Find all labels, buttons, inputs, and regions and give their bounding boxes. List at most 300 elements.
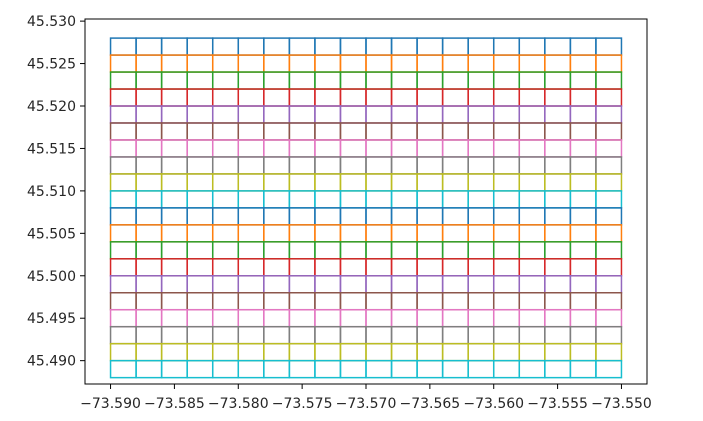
grid-cell: [187, 106, 213, 123]
grid-cell: [366, 191, 392, 208]
x-tick-label: −73.560: [463, 396, 525, 412]
grid-cell: [264, 327, 290, 344]
grid-cell: [213, 225, 239, 242]
grid-cell: [340, 140, 366, 157]
grid-cell: [162, 361, 188, 378]
grid-cell: [545, 361, 571, 378]
grid-cell: [494, 361, 520, 378]
grid-cell: [443, 293, 469, 310]
grid-cell: [213, 106, 239, 123]
grid-cell: [136, 276, 162, 293]
grid-cell: [596, 361, 622, 378]
grid-cell: [340, 55, 366, 72]
grid-cell: [289, 123, 315, 140]
grid-cell: [468, 225, 494, 242]
grid-cell: [366, 174, 392, 191]
grid-cell: [289, 174, 315, 191]
grid-cell: [443, 276, 469, 293]
grid-cell: [162, 293, 188, 310]
grid-cell: [519, 72, 545, 89]
grid-cell: [570, 259, 596, 276]
grid-cell: [213, 310, 239, 327]
grid-cell: [340, 174, 366, 191]
grid-cell: [238, 242, 264, 259]
grid-cell: [570, 106, 596, 123]
grid-cell: [494, 259, 520, 276]
grid-cell: [187, 38, 213, 55]
grid-row-5: [111, 106, 622, 123]
grid-cell: [468, 327, 494, 344]
grid-cell: [392, 38, 418, 55]
grid-cell: [340, 123, 366, 140]
grid-cell: [264, 174, 290, 191]
grid-cell: [596, 174, 622, 191]
grid-cell: [111, 191, 137, 208]
grid-cell: [264, 191, 290, 208]
grid-cell: [570, 361, 596, 378]
grid-cell: [468, 361, 494, 378]
grid-cell: [340, 344, 366, 361]
grid-cell: [417, 310, 443, 327]
grid-cell: [596, 72, 622, 89]
grid-cell: [315, 174, 341, 191]
grid-cell: [289, 276, 315, 293]
grid-cell: [494, 140, 520, 157]
grid-cell: [596, 140, 622, 157]
grid-cell: [162, 72, 188, 89]
grid-row-19: [111, 344, 622, 361]
grid-cell: [315, 72, 341, 89]
grid-cell: [468, 123, 494, 140]
grid-row-17: [111, 310, 622, 327]
grid-cell: [519, 327, 545, 344]
grid-cell: [417, 89, 443, 106]
grid-cell: [596, 293, 622, 310]
grid-cell: [443, 191, 469, 208]
grid-cell: [570, 242, 596, 259]
grid-cell: [468, 344, 494, 361]
grid-cell: [417, 191, 443, 208]
grid-cell: [392, 344, 418, 361]
grid-cell: [417, 208, 443, 225]
grid-cell: [494, 123, 520, 140]
grid-cell: [417, 123, 443, 140]
grid-cell: [443, 72, 469, 89]
grid-row-4: [111, 89, 622, 106]
grid-cell: [315, 38, 341, 55]
grid-cell: [417, 327, 443, 344]
grid-cell: [417, 361, 443, 378]
grid-cell: [545, 38, 571, 55]
grid-cell: [136, 361, 162, 378]
grid-cell: [596, 242, 622, 259]
grid-cell: [468, 310, 494, 327]
y-tick-label: 45.530: [27, 14, 76, 31]
grid-cell: [570, 140, 596, 157]
grid-cell: [545, 259, 571, 276]
grid-row-18: [111, 327, 622, 344]
grid-cell: [238, 208, 264, 225]
grid-cell: [417, 55, 443, 72]
grid-row-15: [111, 276, 622, 293]
grid-cell: [136, 208, 162, 225]
grid-cell: [417, 259, 443, 276]
grid-cell: [187, 225, 213, 242]
grid-cell: [289, 208, 315, 225]
grid-cell: [570, 276, 596, 293]
grid-cell: [264, 276, 290, 293]
grid-cell: [187, 174, 213, 191]
grid-cell: [443, 89, 469, 106]
grid-cell: [187, 208, 213, 225]
y-tick-label: 45.495: [27, 311, 76, 328]
grid-cell: [111, 242, 137, 259]
grid-cell: [264, 89, 290, 106]
grid-cell: [315, 89, 341, 106]
grid-cell: [519, 344, 545, 361]
grid-cell: [136, 259, 162, 276]
grid-cell: [187, 327, 213, 344]
grid-cell: [340, 242, 366, 259]
grid-cell: [340, 191, 366, 208]
grid-row-9: [111, 174, 622, 191]
grid-cell: [162, 225, 188, 242]
grid-cell: [238, 276, 264, 293]
grid-cell: [443, 310, 469, 327]
grid-cell: [443, 140, 469, 157]
grid-cell: [187, 259, 213, 276]
grid-cell: [315, 293, 341, 310]
grid-cell: [392, 242, 418, 259]
grid-cell: [289, 259, 315, 276]
grid-row-6: [111, 123, 622, 140]
grid-cell: [187, 293, 213, 310]
grid-cell: [468, 140, 494, 157]
grid-cell: [340, 276, 366, 293]
grid-cell: [468, 89, 494, 106]
grid-cell: [519, 259, 545, 276]
grid-cell: [545, 276, 571, 293]
grid-cell: [111, 293, 137, 310]
grid-cell: [187, 72, 213, 89]
grid-cell: [315, 191, 341, 208]
grid-cell: [545, 106, 571, 123]
grid-cell: [545, 123, 571, 140]
grid-cell: [519, 174, 545, 191]
x-tick-label: −73.550: [591, 396, 652, 412]
grid-cell: [443, 157, 469, 174]
grid-cell: [289, 327, 315, 344]
grid-cell: [417, 174, 443, 191]
grid-cell: [519, 55, 545, 72]
grid-row-10: [111, 191, 622, 208]
grid-cell: [315, 276, 341, 293]
grid-cell: [136, 327, 162, 344]
grid-cell: [111, 259, 137, 276]
grid-cell: [111, 89, 137, 106]
grid-cell: [417, 276, 443, 293]
grid-cell: [187, 276, 213, 293]
grid-row-11: [111, 208, 622, 225]
x-tick-label: −73.570: [335, 396, 397, 412]
grid-cell: [315, 361, 341, 378]
grid-cell: [443, 174, 469, 191]
grid-cell: [162, 106, 188, 123]
grid-cell: [162, 174, 188, 191]
grid-cell: [519, 225, 545, 242]
grid-cell: [162, 157, 188, 174]
grid-cell: [111, 55, 137, 72]
grid-cell: [392, 174, 418, 191]
grid-cell: [494, 310, 520, 327]
grid-cell: [468, 106, 494, 123]
grid-cell: [596, 344, 622, 361]
grid-cell: [111, 38, 137, 55]
grid-cell: [213, 38, 239, 55]
grid-cell: [264, 344, 290, 361]
grid-cell: [213, 344, 239, 361]
grid-cell: [596, 259, 622, 276]
grid-cell: [570, 225, 596, 242]
grid-cell: [417, 344, 443, 361]
grid-cell: [545, 344, 571, 361]
grid-cell: [289, 225, 315, 242]
grid-cell: [366, 344, 392, 361]
grid-cell: [443, 38, 469, 55]
grid-cell: [392, 157, 418, 174]
grid-cell: [596, 55, 622, 72]
grid-cell: [443, 259, 469, 276]
grid-cell: [468, 191, 494, 208]
grid-cell: [545, 140, 571, 157]
grid-cell: [596, 276, 622, 293]
grid-cell: [238, 327, 264, 344]
grid-cell: [494, 344, 520, 361]
grid-cell: [570, 208, 596, 225]
y-tick-label: 45.525: [27, 56, 76, 73]
grid-cell: [162, 344, 188, 361]
grid-cell: [264, 208, 290, 225]
grid-cell: [519, 123, 545, 140]
grid-cell: [238, 55, 264, 72]
grid-cell: [596, 208, 622, 225]
grid-cell: [468, 38, 494, 55]
grid-cell: [315, 259, 341, 276]
grid-cell: [238, 174, 264, 191]
grid-cell: [494, 157, 520, 174]
grid-cell: [366, 293, 392, 310]
grid-cell: [494, 55, 520, 72]
grid-row-14: [111, 259, 622, 276]
grid-cell: [136, 89, 162, 106]
grid-row-12: [111, 225, 622, 242]
grid-cell: [494, 327, 520, 344]
grid-cell: [136, 38, 162, 55]
grid-cell: [494, 106, 520, 123]
grid-cell: [238, 106, 264, 123]
grid-cell: [494, 208, 520, 225]
grid-cell: [340, 293, 366, 310]
grid-cell: [366, 38, 392, 55]
grid-cell: [519, 191, 545, 208]
grid-cell: [162, 242, 188, 259]
grid-row-2: [111, 55, 622, 72]
grid-cell: [519, 140, 545, 157]
grid-cell: [468, 242, 494, 259]
grid-cell: [136, 140, 162, 157]
grid-cell: [289, 157, 315, 174]
grid-cell: [162, 327, 188, 344]
grid-cell: [392, 140, 418, 157]
grid-cell: [187, 191, 213, 208]
grid-cell: [111, 174, 137, 191]
grid-cell: [289, 361, 315, 378]
grid-cell: [264, 225, 290, 242]
grid-cell: [213, 208, 239, 225]
grid-cell: [238, 191, 264, 208]
grid-cell: [187, 310, 213, 327]
grid-cell: [494, 225, 520, 242]
grid-cell: [392, 123, 418, 140]
grid-cell: [366, 89, 392, 106]
grid-cell: [315, 327, 341, 344]
x-tick-label: −73.580: [207, 396, 269, 412]
grid-cell: [417, 38, 443, 55]
y-tick-label: 45.505: [27, 226, 76, 243]
grid-cell: [136, 344, 162, 361]
grid-cell: [264, 293, 290, 310]
grid-cell: [136, 123, 162, 140]
grid-cell: [187, 89, 213, 106]
grid-cell: [494, 89, 520, 106]
grid-cell: [213, 242, 239, 259]
y-tick-label: 45.490: [27, 353, 76, 370]
grid-cell: [162, 208, 188, 225]
grid-cell: [468, 72, 494, 89]
grid-cell: [162, 38, 188, 55]
grid-cell: [111, 72, 137, 89]
grid-cell: [340, 89, 366, 106]
grid-cell: [443, 106, 469, 123]
grid-cell: [545, 55, 571, 72]
grid-cell: [289, 191, 315, 208]
grid-cell: [187, 55, 213, 72]
grid-cell: [443, 208, 469, 225]
grid-cell: [162, 55, 188, 72]
grid-cell: [289, 89, 315, 106]
grid-cell: [238, 259, 264, 276]
grid-cell: [519, 293, 545, 310]
grid-cell: [289, 310, 315, 327]
grid-cell: [519, 106, 545, 123]
grid-cell: [570, 89, 596, 106]
grid-cell: [596, 225, 622, 242]
grid-cell: [366, 208, 392, 225]
grid-cell: [570, 191, 596, 208]
grid-cell: [111, 140, 137, 157]
grid-cell: [519, 208, 545, 225]
grid-cell: [264, 259, 290, 276]
grid-cell: [366, 123, 392, 140]
grid-cell: [162, 140, 188, 157]
grid-cell: [264, 140, 290, 157]
grid-cell: [545, 242, 571, 259]
grid-cell: [264, 55, 290, 72]
grid-cell: [570, 293, 596, 310]
grid-cell: [519, 361, 545, 378]
grid-cell: [111, 123, 137, 140]
grid-cell: [570, 310, 596, 327]
grid-cell: [238, 344, 264, 361]
grid-cell: [111, 361, 137, 378]
grid-cell: [162, 191, 188, 208]
x-tick-label: −73.565: [399, 396, 461, 412]
grid-cell: [238, 123, 264, 140]
grid-row-3: [111, 72, 622, 89]
grid-cell: [213, 157, 239, 174]
x-tick-label: −73.585: [144, 396, 205, 412]
grid-cell: [519, 310, 545, 327]
grid-cell: [443, 344, 469, 361]
grid-cell: [264, 157, 290, 174]
grid-cell: [213, 123, 239, 140]
grid-cell: [468, 259, 494, 276]
grid-cell: [315, 310, 341, 327]
grid-cell: [443, 327, 469, 344]
grid-cell: [545, 174, 571, 191]
grid-cell: [315, 225, 341, 242]
grid-cell: [162, 259, 188, 276]
grid-cell: [162, 123, 188, 140]
grid-cell: [366, 259, 392, 276]
grid-cell: [315, 123, 341, 140]
grid-cell: [315, 106, 341, 123]
grid-cell: [392, 208, 418, 225]
grid-cell: [366, 140, 392, 157]
grid-cell: [366, 55, 392, 72]
grid-cell: [596, 310, 622, 327]
x-axis-ticks: [80, 384, 652, 412]
grid-cell: [366, 327, 392, 344]
grid-cell: [443, 242, 469, 259]
grid-cell: [545, 191, 571, 208]
grid-cell: [289, 293, 315, 310]
grid-cell: [238, 72, 264, 89]
grid-cell: [213, 191, 239, 208]
grid-cell: [519, 89, 545, 106]
grid-cell: [111, 327, 137, 344]
grid-cell: [570, 157, 596, 174]
grid-cell: [340, 225, 366, 242]
grid-cell: [162, 89, 188, 106]
grid-cell: [136, 106, 162, 123]
grid-cell: [238, 361, 264, 378]
grid-cell: [570, 72, 596, 89]
grid-cell: [417, 157, 443, 174]
grid-row-16: [111, 293, 622, 310]
grid-cell: [264, 38, 290, 55]
grid-cell: [238, 157, 264, 174]
grid-cell: [315, 157, 341, 174]
grid-cell: [264, 106, 290, 123]
grid-cell: [443, 225, 469, 242]
grid-cell: [596, 327, 622, 344]
grid-cell: [340, 38, 366, 55]
grid-cell: [136, 174, 162, 191]
grid-cell: [366, 106, 392, 123]
grid-cell: [392, 225, 418, 242]
grid-cell: [289, 72, 315, 89]
